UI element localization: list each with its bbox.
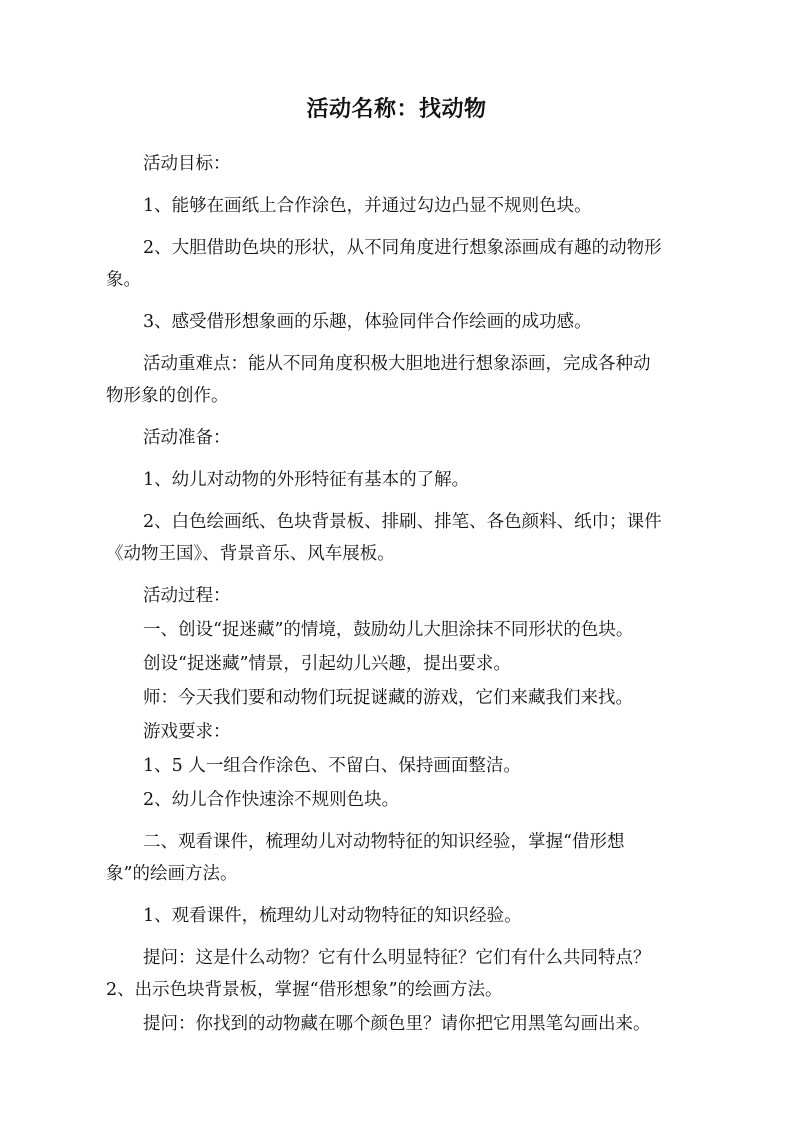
paragraph-step-2-1: 1、观看课件，梳理幼儿对动物特征的知识经验。 bbox=[143, 906, 522, 926]
paragraph-rule-2: 2、幼儿合作快速涂不规则色块。 bbox=[143, 790, 400, 810]
paragraph-prep-1: 1、幼儿对动物的外形特征有基本的了解。 bbox=[143, 470, 470, 490]
paragraph-goals-heading: 活动目标： bbox=[143, 154, 231, 174]
paragraph-step-1: 一、创设“捉迷藏”的情境，鼓励幼儿大胆涂抹不同形状的色块。 bbox=[143, 620, 634, 640]
paragraph-teacher-line: 师：今天我们要和动物们玩捉谜藏的游戏，它们来藏我们来找。 bbox=[143, 688, 633, 708]
paragraph-step-1-setup: 创设“捉迷藏”情景，引起幼儿兴趣，提出要求。 bbox=[143, 654, 511, 674]
paragraph-goal-3: 3、感受借形想象画的乐趣，体验同伴合作绘画的成功感。 bbox=[143, 312, 592, 332]
paragraph-prep-heading: 活动准备： bbox=[143, 428, 231, 448]
paragraph-prep-2: 2、白色绘画纸、色块背景板、排刷、排笔、各色颜料、纸巾；课件《动物王国》、背景音乐、风车展板。 bbox=[106, 512, 662, 564]
paragraph-step-2: 二、观看课件，梳理幼儿对动物特征的知识经验，掌握“借形想象”的绘画方法。 bbox=[106, 832, 625, 884]
paragraph-question-1: 提问：这是什么动物？它有什么明显特征？它们有什么共同特点？2、出示色块背景板，掌握“借形想象”的绘画方法。 bbox=[106, 948, 651, 1000]
paragraph-goal-2: 2、大胆借助色块的形状，从不同角度进行想象添画成有趣的动物形象。 bbox=[106, 238, 662, 290]
paragraph-rules-heading: 游戏要求： bbox=[143, 722, 231, 742]
document-title: 活动名称：找动物 bbox=[306, 96, 487, 122]
paragraph-key-points: 活动重难点：能从不同角度积极大胆地进行想象添画，完成各种动物形象的创作。 bbox=[106, 354, 651, 406]
document-body bbox=[106, 148, 666, 1042]
paragraph-process-heading: 活动过程： bbox=[143, 586, 231, 606]
paragraph-rule-1: 1、5 人一组合作涂色、不留白、保持画面整洁。 bbox=[143, 756, 521, 776]
paragraph-goal-1: 1、能够在画纸上合作涂色，并通过勾边凸显不规则色块。 bbox=[143, 196, 592, 216]
paragraph-question-2: 提问：你找到的动物藏在哪个颜色里？请你把它用黑笔勾画出来。 bbox=[143, 1014, 651, 1034]
